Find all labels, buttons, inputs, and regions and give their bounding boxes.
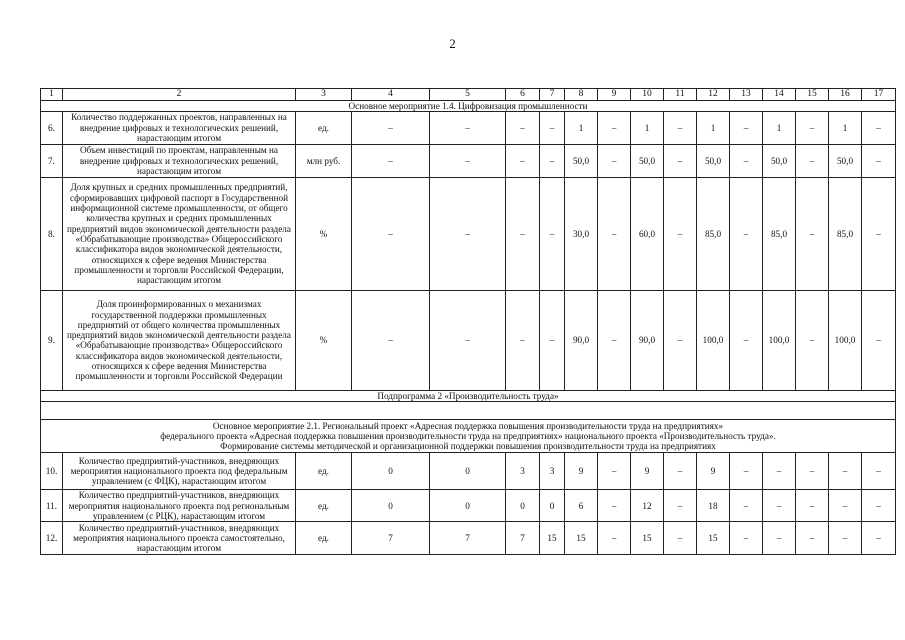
value-cell: – — [730, 453, 763, 490]
value-cell: 3 — [506, 453, 540, 490]
value-cell: – — [763, 453, 796, 490]
value-cell: 50,0 — [565, 144, 598, 177]
value-cell: 0 — [352, 490, 430, 522]
column-header: 1 — [41, 89, 63, 101]
column-header: 5 — [430, 89, 506, 101]
section-title-line: Формирование системы методической и организационной поддержки повышения производительности труда на предприятиях — [220, 441, 716, 452]
value-cell: – — [664, 453, 697, 490]
value-cell: 90,0 — [565, 290, 598, 390]
row-number: 9. — [41, 290, 63, 390]
value-cell: 7 — [430, 522, 506, 555]
value-cell: – — [664, 490, 697, 522]
value-cell: – — [862, 144, 896, 177]
value-cell: 50,0 — [631, 144, 664, 177]
table-row — [41, 453, 896, 490]
value-cell: 3 — [540, 453, 565, 490]
value-cell: 6 — [565, 490, 598, 522]
column-header: 10 — [631, 89, 664, 101]
value-cell: – — [730, 144, 763, 177]
value-cell: – — [862, 453, 896, 490]
value-cell: – — [598, 453, 631, 490]
column-header: 7 — [540, 89, 565, 101]
value-cell: – — [730, 290, 763, 390]
value-cell: 15 — [565, 522, 598, 555]
value-cell: 50,0 — [697, 144, 730, 177]
value-cell: 100,0 — [763, 290, 796, 390]
value-cell: – — [763, 490, 796, 522]
value-cell: 7 — [506, 522, 540, 555]
value-cell: – — [664, 177, 697, 290]
column-header: 16 — [829, 89, 862, 101]
table-row — [41, 522, 896, 555]
value-cell: – — [796, 522, 829, 555]
value-cell: – — [796, 177, 829, 290]
value-cell: – — [862, 177, 896, 290]
unit-cell: млн руб. — [296, 144, 352, 177]
value-cell: 90,0 — [631, 290, 664, 390]
value-cell: 85,0 — [763, 177, 796, 290]
table-row — [41, 144, 896, 177]
value-cell: – — [664, 144, 697, 177]
value-cell: – — [862, 290, 896, 390]
value-cell: – — [862, 490, 896, 522]
value-cell: – — [829, 453, 862, 490]
value-cell: 9 — [697, 453, 730, 490]
value-cell: – — [506, 177, 540, 290]
value-cell: 50,0 — [829, 144, 862, 177]
row-number: 7. — [41, 144, 63, 177]
page-number: 2 — [449, 36, 456, 51]
value-cell: 1 — [631, 111, 664, 144]
value-cell: – — [796, 490, 829, 522]
value-cell: 100,0 — [697, 290, 730, 390]
value-cell: 12 — [631, 490, 664, 522]
row-number: 8. — [41, 177, 63, 290]
value-cell: 30,0 — [565, 177, 598, 290]
value-cell: 0 — [430, 490, 506, 522]
row-number: 6. — [41, 111, 63, 144]
value-cell: – — [430, 144, 506, 177]
value-cell: – — [430, 290, 506, 390]
column-header: 14 — [763, 89, 796, 101]
unit-cell: ед. — [296, 111, 352, 144]
unit-cell: ед. — [296, 453, 352, 490]
value-cell: – — [598, 111, 631, 144]
row-number: 10. — [41, 453, 63, 490]
value-cell: – — [796, 453, 829, 490]
value-cell: 9 — [631, 453, 664, 490]
column-header: 3 — [296, 89, 352, 101]
value-cell: 15 — [540, 522, 565, 555]
value-cell: – — [506, 144, 540, 177]
value-cell: 0 — [506, 490, 540, 522]
value-cell: – — [540, 177, 565, 290]
value-cell: – — [598, 522, 631, 555]
value-cell: – — [829, 490, 862, 522]
column-header: 17 — [862, 89, 896, 101]
column-header-row — [41, 89, 896, 101]
value-cell: – — [598, 144, 631, 177]
value-cell: 1 — [565, 111, 598, 144]
column-header: 6 — [506, 89, 540, 101]
value-cell: – — [730, 490, 763, 522]
section-row — [41, 420, 896, 453]
value-cell: – — [730, 177, 763, 290]
indicators-table — [40, 88, 896, 555]
blank-cell — [41, 402, 896, 420]
section-title: Основное мероприятие 1.4. Цифровизация промышленности — [41, 100, 896, 111]
column-header: 11 — [664, 89, 697, 101]
value-cell: 0 — [540, 490, 565, 522]
value-cell: 1 — [763, 111, 796, 144]
value-cell: – — [829, 522, 862, 555]
column-header: 13 — [730, 89, 763, 101]
section-title-line: федерального проекта «Адресная поддержка повышения производительности труда на предприятиях» национального проекта «Производительность труда». — [160, 431, 776, 442]
column-header: 4 — [352, 89, 430, 101]
indicator-name: Доля проинформированных о механизмах государственной поддержки промышленных предприятий от общего количества промышленных предприятий видов экономической деятельности раздела «Обрабатывающие производства» Общероссийского классификатора видов экономической деятельности, относящихся к сфере ведения Министерства промышленности и торговли Российской Федерации — [63, 290, 296, 390]
value-cell: 1 — [697, 111, 730, 144]
unit-cell: ед. — [296, 522, 352, 555]
value-cell: – — [540, 290, 565, 390]
row-number: 12. — [41, 522, 63, 555]
blank-row — [41, 402, 896, 420]
value-cell: – — [506, 111, 540, 144]
value-cell: 85,0 — [829, 177, 862, 290]
value-cell: 9 — [565, 453, 598, 490]
value-cell: 15 — [631, 522, 664, 555]
unit-cell: ед. — [296, 490, 352, 522]
value-cell: 100,0 — [829, 290, 862, 390]
indicator-name: Количество предприятий-участников, внедряющих мероприятия национального проекта самостоятельно, нарастающим итогом — [63, 522, 296, 555]
value-cell: – — [352, 144, 430, 177]
value-cell: 85,0 — [697, 177, 730, 290]
table-row — [41, 490, 896, 522]
section-title — [41, 420, 896, 453]
value-cell: – — [664, 111, 697, 144]
value-cell: – — [506, 290, 540, 390]
unit-cell: % — [296, 177, 352, 290]
value-cell: – — [598, 490, 631, 522]
subprogram-title: Подпрограмма 2 «Производительность труда» — [41, 390, 896, 401]
value-cell: – — [540, 111, 565, 144]
subprogram-row — [41, 390, 896, 401]
indicator-name: Количество поддержанных проектов, направленных на внедрение цифровых и технологических решений, нарастающим итогом — [63, 111, 296, 144]
indicator-name: Количество предприятий-участников, внедряющих мероприятия национального проекта под федеральным управлением (с ФЦК), нарастающим итогом — [63, 453, 296, 490]
value-cell: – — [796, 290, 829, 390]
column-header: 9 — [598, 89, 631, 101]
unit-cell: % — [296, 290, 352, 390]
value-cell: – — [763, 522, 796, 555]
table-row — [41, 177, 896, 290]
value-cell: – — [730, 111, 763, 144]
column-header: 2 — [63, 89, 296, 101]
value-cell: – — [796, 144, 829, 177]
value-cell: – — [664, 290, 697, 390]
value-cell: – — [862, 111, 896, 144]
value-cell: 15 — [697, 522, 730, 555]
value-cell: – — [540, 144, 565, 177]
table-row — [41, 290, 896, 390]
value-cell: – — [664, 522, 697, 555]
value-cell: – — [598, 177, 631, 290]
column-header: 15 — [796, 89, 829, 101]
value-cell: 0 — [352, 453, 430, 490]
value-cell: 60,0 — [631, 177, 664, 290]
value-cell: – — [598, 290, 631, 390]
value-cell: – — [352, 177, 430, 290]
value-cell: – — [352, 111, 430, 144]
row-number: 11. — [41, 490, 63, 522]
value-cell: – — [862, 522, 896, 555]
value-cell: 18 — [697, 490, 730, 522]
table-row — [41, 111, 896, 144]
value-cell: 1 — [829, 111, 862, 144]
section-row — [41, 100, 896, 111]
indicator-name: Количество предприятий-участников, внедряющих мероприятия национального проекта под региональным управлением (с РЦК), нарастающим итогом — [63, 490, 296, 522]
value-cell: 0 — [430, 453, 506, 490]
value-cell: 50,0 — [763, 144, 796, 177]
indicator-name: Доля крупных и средних промышленных предприятий, сформировавших цифровой паспорт в Государственной информационной системе промышленности, от общего количества крупных и средних промышленных предприятий видов экономической деятельности раздела «Обрабатывающие производства» Общероссийского классификатора видов экономической деятельности, относящихся к сфере ведения Министерства промышленности и торговли Российской Федерации, нарастающим итогом — [63, 177, 296, 290]
value-cell: – — [796, 111, 829, 144]
section-title-line: Основное мероприятие 2.1. Региональный проект «Адресная поддержка повышения производительности труда на предприятиях» — [212, 420, 724, 431]
value-cell: – — [430, 111, 506, 144]
value-cell: – — [352, 290, 430, 390]
column-header: 8 — [565, 89, 598, 101]
value-cell: – — [730, 522, 763, 555]
value-cell: – — [430, 177, 506, 290]
value-cell: 7 — [352, 522, 430, 555]
indicator-name: Объем инвестиций по проектам, направленным на внедрение цифровых и технологических решений, нарастающим итогом — [63, 144, 296, 177]
column-header: 12 — [697, 89, 730, 101]
